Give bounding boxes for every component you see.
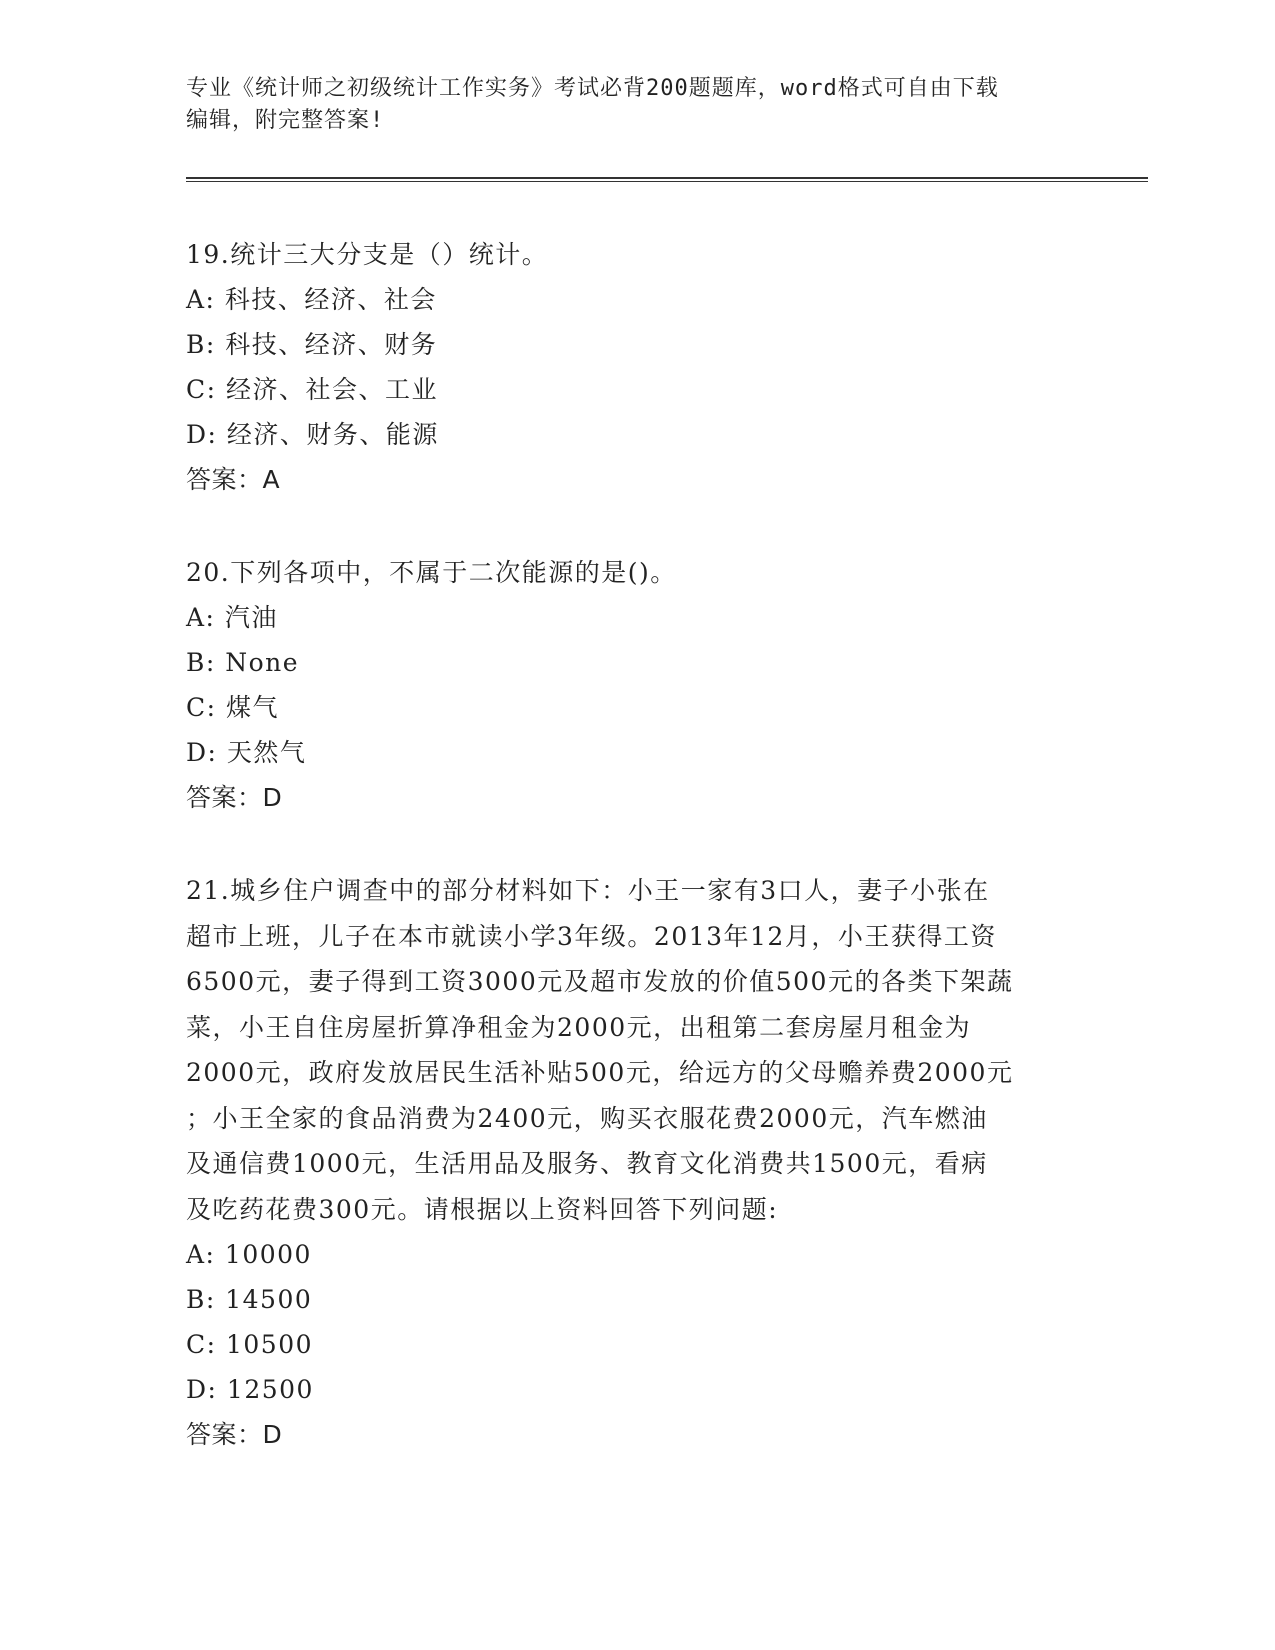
option-b: B: 科技、经济、财务	[186, 330, 438, 359]
option-d: D: 经济、财务、能源	[186, 420, 439, 449]
option-d: D: 天然气	[186, 738, 307, 767]
option-a: A: 10000	[186, 1240, 312, 1269]
question-stem-line: 2000元，政府发放居民生活补贴500元，给远方的父母赡养费2000元	[186, 1058, 1014, 1087]
option-c: C: 煤气	[186, 693, 279, 722]
document-header	[186, 73, 1066, 137]
option-b: B: None	[186, 648, 300, 677]
answer-label: 答案：D	[186, 783, 283, 812]
header-line: 编辑，附完整答案!	[186, 108, 385, 133]
option-c: C: 10500	[186, 1330, 314, 1359]
question-stem-line: 6500元，妻子得到工资3000元及超市发放的价值500元的各类下架蔬	[186, 967, 1014, 996]
question-19	[186, 232, 1086, 502]
question-stem-line: 21.城乡住户调查中的部分材料如下：小王一家有3口人，妻子小张在	[186, 876, 990, 905]
option-d: D: 12500	[186, 1375, 314, 1404]
question-20	[186, 550, 1086, 820]
answer-label: 答案：A	[186, 465, 281, 494]
question-stem: 20.下列各项中，不属于二次能源的是()。	[186, 558, 677, 587]
header-line: 专业《统计师之初级统计工作实务》考试必背200题题库，word格式可自由下载	[186, 76, 999, 101]
header-divider-thin	[186, 181, 1148, 182]
header-divider	[186, 177, 1148, 179]
question-stem: 19.统计三大分支是（）统计。	[186, 240, 549, 269]
answer-label: 答案：D	[186, 1420, 283, 1449]
question-stem-line: 超市上班，儿子在本市就读小学3年级。2013年12月，小王获得工资	[186, 921, 997, 951]
question-stem-line: ；小王全家的食品消费为2400元，购买衣服花费2000元，汽车燃油	[186, 1103, 988, 1133]
option-a: A: 科技、经济、社会	[186, 285, 437, 314]
question-stem-line: 及吃药花费300元。请根据以上资料回答下列问题:	[186, 1194, 779, 1224]
question-21	[186, 868, 1086, 1457]
option-b: B: 14500	[186, 1285, 313, 1314]
option-a: A: 汽油	[186, 603, 278, 632]
question-stem-line: 菜，小王自住房屋折算净租金为2000元，出租第二套房屋月租金为	[186, 1012, 972, 1042]
option-c: C: 经济、社会、工业	[186, 375, 438, 404]
question-stem-line: 及通信费1000元，生活用品及服务、教育文化消费共1500元，看病	[186, 1149, 988, 1178]
